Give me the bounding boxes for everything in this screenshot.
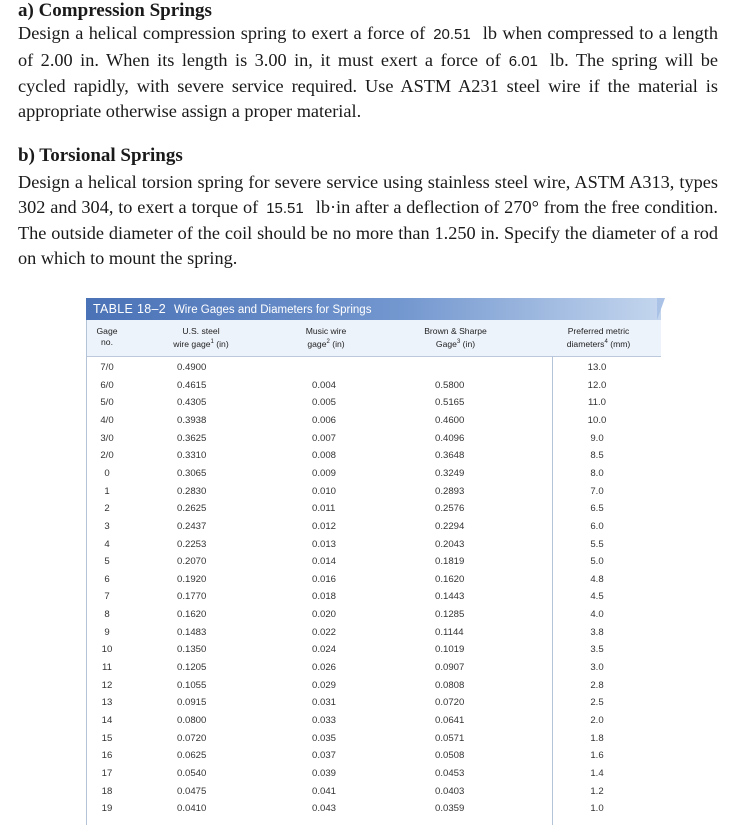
cell-us: 0.2437 xyxy=(177,520,207,532)
cell-us: 0.1920 xyxy=(177,573,207,585)
cell-bs: 0.0508 xyxy=(435,750,465,762)
section-a-text-3: lb. The spring will be cycled rapidly, with severe service required. Use ASTM A231 steel wire if the material is appropriate otherwise assign a proper material. xyxy=(18,49,718,122)
cell-music: 0.006 xyxy=(312,414,337,426)
table-row xyxy=(86,553,661,571)
section-b-heading: b) Torsional Springs xyxy=(18,145,183,166)
section-b-text-1: Design a helical torsion spring for severe service using stainless steel wire, ASTM A313, types 302 and 304, to exert a torque of xyxy=(18,172,718,217)
cell-music: 0.013 xyxy=(312,538,337,550)
table-row xyxy=(86,536,661,554)
cell-bs: 0.1285 xyxy=(435,609,465,621)
cell-music: 0.037 xyxy=(312,750,337,762)
cell-gage: 13 xyxy=(101,697,113,709)
cell-music: 0.012 xyxy=(312,520,337,532)
table-row xyxy=(86,694,661,712)
force-value-1: 20.51 xyxy=(433,26,471,43)
cell-gage: 6 xyxy=(104,573,110,585)
cell-bs: 0.1819 xyxy=(435,556,465,568)
cell-bs: 0.1443 xyxy=(435,591,465,603)
cell-gage: 15 xyxy=(101,732,113,744)
cell-music: 0.031 xyxy=(312,697,337,709)
table-number: TABLE 18–2 xyxy=(93,302,166,316)
cell-gage: 9 xyxy=(104,626,110,638)
cell-music: 0.026 xyxy=(312,662,337,674)
cell-us: 0.3625 xyxy=(177,432,207,444)
table-row xyxy=(86,677,661,695)
cell-metric: 4.0 xyxy=(590,609,604,621)
cell-music: 0.035 xyxy=(312,732,337,744)
cell-us: 0.2070 xyxy=(177,556,207,568)
cell-metric: 9.0 xyxy=(590,432,604,444)
cell-music: 0.020 xyxy=(312,609,337,621)
table-row xyxy=(86,641,661,659)
section-b-problem xyxy=(18,170,718,271)
cell-gage: 5 xyxy=(104,556,110,568)
cell-music: 0.043 xyxy=(312,803,337,815)
cell-bs: 0.2294 xyxy=(435,520,465,532)
cell-bs: 0.1620 xyxy=(435,573,465,585)
cell-music: 0.008 xyxy=(312,450,337,462)
cell-us: 0.1770 xyxy=(177,591,207,603)
cell-bs: 0.2893 xyxy=(435,485,465,497)
cell-gage: 6/0 xyxy=(100,379,114,391)
header-us-steel: U.S. steel wire gage$^1$ (in) xyxy=(173,326,229,349)
table-row xyxy=(86,659,661,677)
cell-bs: 0.5165 xyxy=(435,397,465,409)
cell-metric: 1.0 xyxy=(590,803,604,815)
cell-metric: 12.0 xyxy=(587,379,607,391)
table-row xyxy=(86,800,661,818)
cell-bs: 0.1019 xyxy=(435,644,465,656)
cell-metric: 8.5 xyxy=(590,450,604,462)
title-fold-corner xyxy=(657,298,665,320)
table-row xyxy=(86,430,661,448)
cell-music: 0.009 xyxy=(312,467,337,479)
table-row xyxy=(86,624,661,642)
cell-metric: 11.0 xyxy=(588,397,606,409)
cell-music: 0.039 xyxy=(312,767,337,779)
table-row xyxy=(86,500,661,518)
table-row xyxy=(86,394,661,412)
table-row xyxy=(86,377,661,395)
cell-metric: 1.6 xyxy=(590,750,604,762)
cell-gage: 4/0 xyxy=(100,414,114,426)
table-row xyxy=(86,465,661,483)
cell-metric: 2.0 xyxy=(590,715,604,726)
cell-music: 0.024 xyxy=(312,644,337,656)
table-row xyxy=(86,447,661,465)
cell-gage: 18 xyxy=(101,785,113,797)
cell-gage: 3 xyxy=(104,520,110,532)
cell-metric: 1.4 xyxy=(590,767,604,779)
cell-metric: 2.8 xyxy=(590,679,604,691)
cell-music: 0.016 xyxy=(312,573,337,585)
cell-us: 0.4615 xyxy=(177,379,207,391)
cell-us: 0.2830 xyxy=(177,485,207,497)
table-title: Wire Gages and Diameters for Springs xyxy=(173,304,372,316)
table-row xyxy=(86,359,661,377)
cell-music: 0.005 xyxy=(312,397,337,409)
cell-gage: 16 xyxy=(101,750,113,762)
section-a-heading: a) Compression Springs xyxy=(18,0,212,21)
cell-metric: 2.5 xyxy=(590,697,604,709)
cell-metric: 10.0 xyxy=(587,414,607,426)
cell-bs: 0.2576 xyxy=(435,503,465,515)
table-row xyxy=(86,783,661,801)
cell-music: 0.022 xyxy=(312,626,337,638)
table-row xyxy=(86,518,661,536)
cell-gage: 8 xyxy=(104,609,110,621)
cell-gage: 7 xyxy=(104,591,110,603)
force-value-2: 6.01 xyxy=(508,52,538,70)
cell-us: 0.4900 xyxy=(177,362,207,373)
header-gage: Gage no. xyxy=(96,326,118,347)
wire-gage-table xyxy=(86,298,661,828)
section-b-text-2: lb·in after a deflection of 270° from the free condition. The outside diameter of the coil should be no more than 1.250 in. Specify the diameter of a rod on which to mount the spring. xyxy=(18,196,718,269)
cell-bs: 0.0808 xyxy=(435,679,465,691)
section-a-text-2: lb when compressed to a length of 2.00 in. When its length is 3.00 in, it must exert a force of xyxy=(18,23,718,70)
section-a-text-1: Design a helical compression spring to exert a force of xyxy=(18,23,426,43)
cell-metric: 5.5 xyxy=(590,538,604,550)
cell-us: 0.3310 xyxy=(177,450,207,462)
cell-bs: 0.3648 xyxy=(435,450,465,462)
cell-music: 0.014 xyxy=(312,556,337,568)
cell-metric: 1.8 xyxy=(590,732,604,744)
cell-us: 0.1350 xyxy=(177,644,207,656)
cell-music: 0.041 xyxy=(312,785,337,797)
cell-music: 0.033 xyxy=(312,715,337,726)
cell-gage: 2/0 xyxy=(100,450,114,462)
table-row xyxy=(86,588,661,606)
cell-gage: 4 xyxy=(104,538,110,550)
cell-gage: 19 xyxy=(101,803,113,815)
cell-bs: 0.4600 xyxy=(435,414,465,426)
cell-bs: 0.0907 xyxy=(435,662,465,674)
cell-bs: 0.2043 xyxy=(435,538,465,550)
cell-metric: 7.0 xyxy=(590,485,604,497)
cell-metric: 6.0 xyxy=(590,520,604,532)
cell-metric: 3.8 xyxy=(590,626,604,638)
table-row xyxy=(86,712,661,730)
cell-metric: 8.0 xyxy=(590,467,604,479)
cell-us: 0.0625 xyxy=(177,750,207,762)
cell-gage: 5/0 xyxy=(100,397,114,409)
cell-bs: 0.0720 xyxy=(435,697,465,709)
cell-us: 0.3938 xyxy=(177,414,207,426)
cell-music: 0.007 xyxy=(312,432,337,444)
cell-bs: 0.0641 xyxy=(435,715,465,726)
cell-us: 0.2625 xyxy=(177,503,207,515)
cell-us: 0.0540 xyxy=(177,767,207,779)
table-row xyxy=(86,747,661,765)
cell-bs: 0.0453 xyxy=(435,767,465,779)
table-title-bar xyxy=(86,298,661,320)
table-row xyxy=(86,412,661,430)
cell-metric: 4.8 xyxy=(590,573,604,585)
cell-gage: 10 xyxy=(101,644,113,656)
torque-value: 15.51 xyxy=(266,199,304,217)
cell-us: 0.0410 xyxy=(177,803,207,815)
cell-us: 0.0915 xyxy=(177,697,207,709)
cell-music: 0.010 xyxy=(312,485,337,497)
cell-metric: 1.2 xyxy=(590,785,604,797)
cell-music: 0.029 xyxy=(312,679,337,691)
cell-gage: 17 xyxy=(101,767,113,779)
table-row xyxy=(86,483,661,501)
cell-gage: 7/0 xyxy=(100,362,114,373)
cell-us: 0.1055 xyxy=(177,679,207,691)
cell-gage: 1 xyxy=(104,485,110,497)
cell-metric: 3.5 xyxy=(590,644,604,656)
cell-gage: 0 xyxy=(104,467,110,479)
cell-gage: 12 xyxy=(101,679,113,691)
cell-metric: 5.0 xyxy=(590,556,604,568)
cell-us: 0.2253 xyxy=(177,538,207,550)
cell-bs: 0.5800 xyxy=(435,379,465,391)
header-music-wire: Music wire gage$^2$ (in) xyxy=(305,326,347,349)
table-row xyxy=(86,571,661,589)
table-row xyxy=(86,606,661,624)
cell-us: 0.1483 xyxy=(177,626,207,638)
cell-gage: 2 xyxy=(104,503,110,515)
cell-us: 0.0475 xyxy=(177,785,207,797)
table-row xyxy=(86,730,661,748)
cell-music: 0.004 xyxy=(312,379,337,391)
section-a-problem xyxy=(18,21,718,124)
cell-metric: 4.5 xyxy=(590,591,604,603)
cell-bs: 0.1144 xyxy=(435,626,464,638)
cell-bs: 0.0359 xyxy=(435,803,465,815)
cell-us: 0.0720 xyxy=(177,732,207,744)
cell-gage: 14 xyxy=(101,715,113,726)
cell-us: 0.1620 xyxy=(177,609,207,621)
cell-music: 0.018 xyxy=(312,591,337,603)
table-header xyxy=(86,320,661,357)
cell-music: 0.011 xyxy=(312,503,336,515)
cell-gage: 3/0 xyxy=(100,432,114,444)
cell-us: 0.0800 xyxy=(177,715,207,726)
header-brown-sharpe: Brown & Sharpe Gage$^3$ (in) xyxy=(424,326,487,349)
cell-metric: 13.0 xyxy=(587,362,607,373)
cell-us: 0.3065 xyxy=(177,467,207,479)
table-row xyxy=(86,765,661,783)
cell-us: 0.1205 xyxy=(177,662,207,674)
cell-metric: 6.5 xyxy=(590,503,604,515)
header-preferred-metric: Preferred metric diameters$^4$ (mm) xyxy=(566,326,631,349)
cell-bs: 0.0571 xyxy=(435,732,465,744)
cell-us: 0.4305 xyxy=(177,397,207,409)
cell-bs: 0.0403 xyxy=(435,785,465,797)
cell-gage: 11 xyxy=(102,662,112,674)
cell-metric: 3.0 xyxy=(590,662,604,674)
cell-bs: 0.3249 xyxy=(435,467,465,479)
cell-bs: 0.4096 xyxy=(435,432,465,444)
